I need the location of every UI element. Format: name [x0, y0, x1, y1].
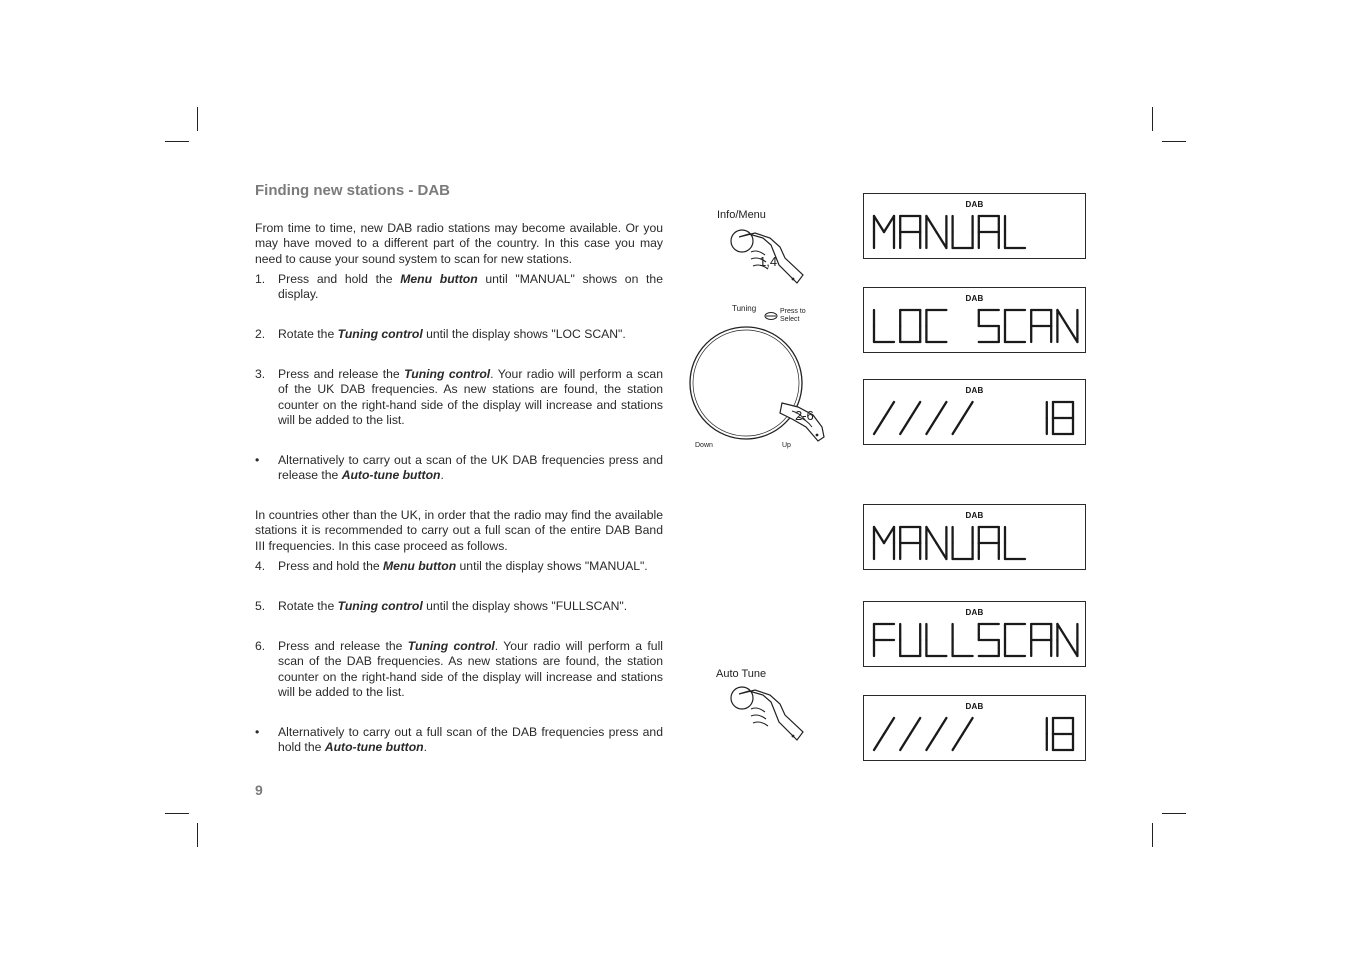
- lcd-segment: [874, 216, 884, 232]
- lcd-segments: [864, 288, 1085, 352]
- lcd-segment: [926, 216, 936, 232]
- lcd-segment: [1067, 640, 1077, 656]
- step-number: 2.: [255, 327, 266, 341]
- dab-indicator: DAB: [965, 511, 984, 520]
- lcd-segment: [953, 734, 963, 750]
- auto-tune-button-icon: [725, 684, 815, 752]
- step-number: 4.: [255, 559, 266, 573]
- tuning-knob-icon: [688, 323, 840, 447]
- lcd-segments: [864, 696, 1085, 760]
- lcd-segments: [864, 194, 1085, 258]
- crop-mark: [165, 141, 189, 142]
- dab-indicator: DAB: [965, 702, 984, 711]
- lcd-segments: [864, 380, 1085, 444]
- step-item: 2. Rotate the Tuning control until the display shows "LOC SCAN".: [255, 327, 626, 341]
- tuning-label: Tuning: [732, 304, 757, 313]
- lcd-segment: [884, 402, 894, 418]
- crop-mark: [197, 823, 198, 847]
- dab-indicator: DAB: [965, 294, 984, 303]
- lcd-segment: [936, 232, 946, 248]
- step-number: 5.: [255, 599, 266, 613]
- intro-paragraph-2: In countries other than the UK, in order that the radio may find the available stations it is recommended to carry out a full scan of the entire DAB Band III frequencies. In this case proceed as follows.: [255, 508, 663, 553]
- lcd-display: [863, 601, 1086, 667]
- lcd-segments: [864, 602, 1085, 666]
- lcd-segment: [874, 734, 884, 750]
- lcd-display: [863, 695, 1086, 761]
- lcd-segment: [926, 527, 936, 543]
- dab-indicator: DAB: [965, 386, 984, 395]
- lcd-segment: [963, 718, 973, 734]
- lcd-segment: [1067, 326, 1077, 342]
- step-item: 6. Press and release the Tuning control. Your radio will perform a full scan of the DAB frequencies. As new stations are found, the station counter on the right-hand side of the display will increase and stations will be added to the list.: [255, 639, 663, 700]
- dab-indicator: DAB: [965, 200, 984, 209]
- lcd-segment: [884, 527, 894, 543]
- step-item: 5. Rotate the Tuning control until the display shows "FULLSCAN".: [255, 599, 628, 613]
- lcd-segment: [963, 402, 973, 418]
- step-item: 4. Press and hold the Menu button until the display shows "MANUAL".: [255, 559, 648, 573]
- step-number: 1.: [255, 272, 266, 286]
- lcd-segment: [874, 418, 884, 434]
- step-item: 3. Press and release the Tuning control. Your radio will perform a scan of the UK DAB frequencies. As new stations are found, the station counter on the right-hand side of the display will increase and stations will be added to the list.: [255, 367, 663, 428]
- page-title: Finding new stations - DAB: [255, 182, 450, 199]
- crop-mark: [1152, 107, 1153, 131]
- tuning-steps: 2-6: [795, 408, 814, 423]
- bullet-item: • Alternatively to carry out a full scan of the DAB frequencies press and hold the Auto-tune button.: [255, 725, 663, 755]
- lcd-segment: [910, 402, 920, 418]
- step-item: 1. Press and hold the Menu button until "MANUAL" shows on the display.: [255, 272, 663, 302]
- auto-tune-label: Auto Tune: [716, 668, 767, 680]
- dab-indicator: DAB: [965, 608, 984, 617]
- lcd-segment: [910, 718, 920, 734]
- crop-mark: [1162, 141, 1186, 142]
- lcd-segment: [1057, 624, 1067, 640]
- step-number: 3.: [255, 367, 266, 381]
- lcd-display: [863, 287, 1086, 353]
- lcd-display: [863, 379, 1086, 445]
- lcd-display: [863, 193, 1086, 259]
- bullet-item: • Alternatively to carry out a scan of the UK DAB frequencies press and release the Auto-tune button.: [255, 453, 663, 483]
- crop-mark: [1152, 823, 1153, 847]
- lcd-segment: [884, 216, 894, 232]
- lcd-segment: [926, 734, 936, 750]
- bullet: •: [255, 725, 260, 739]
- lcd-segment: [936, 543, 946, 559]
- press-select-icon: [764, 311, 778, 321]
- lcd-segment: [953, 418, 963, 434]
- lcd-segment: [936, 718, 946, 734]
- press-select-label: Press to: [780, 308, 806, 315]
- info-menu-steps: 1,4: [759, 254, 778, 269]
- lcd-segments: [864, 505, 1085, 569]
- lcd-segment: [884, 718, 894, 734]
- step-number: 6.: [255, 639, 266, 653]
- page-number: 9: [255, 782, 263, 798]
- lcd-segment: [926, 418, 936, 434]
- intro-paragraph: From time to time, new DAB radio stations may become available. Or you may have moved to a different part of the country. In this case you may need to cause your sound system to scan for new stations.: [255, 221, 663, 266]
- lcd-segment: [1057, 310, 1067, 326]
- up-label: Up: [782, 442, 791, 449]
- lcd-display: [863, 504, 1086, 570]
- down-label: Down: [695, 442, 713, 449]
- bullet: •: [255, 453, 260, 467]
- lcd-segment: [900, 734, 910, 750]
- crop-mark: [197, 107, 198, 131]
- lcd-segment: [936, 402, 946, 418]
- info-menu-label: Info/Menu: [717, 209, 766, 221]
- crop-mark: [165, 813, 189, 814]
- crop-mark: [1162, 813, 1186, 814]
- press-select-label: Select: [780, 316, 800, 323]
- lcd-segment: [900, 418, 910, 434]
- lcd-segment: [874, 527, 884, 543]
